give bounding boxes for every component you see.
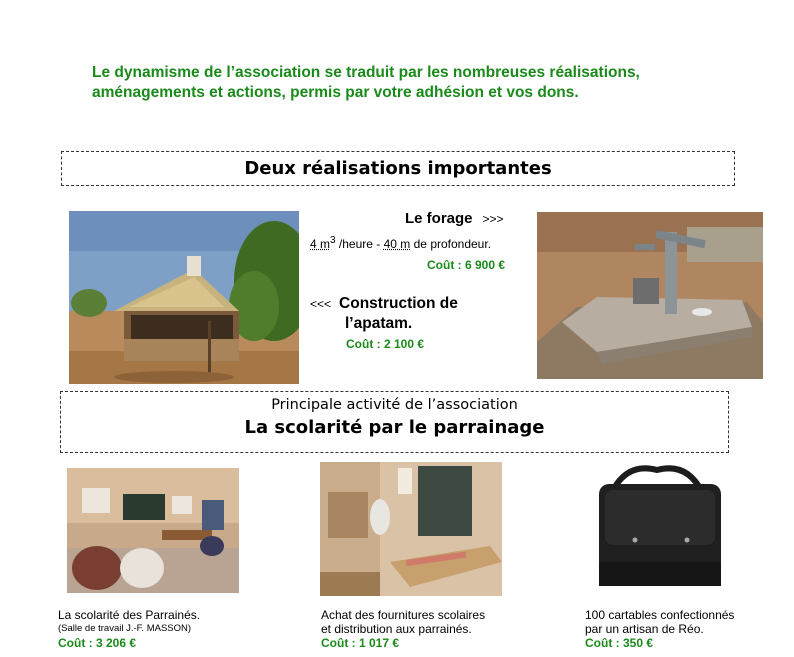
caption-schoolbag-cost: Coût : 350 € xyxy=(585,636,654,650)
classroom-photo xyxy=(67,468,239,593)
caption-supplies-line-2: et distribution aux parrainés. xyxy=(321,622,472,636)
caption-schoolbag-line-1: 100 cartables confectionnés xyxy=(585,608,735,622)
intro-line-1: Le dynamisme de l’association se traduit par les nombreuses réalisations, xyxy=(92,64,640,81)
activity-subtitle: Principale activité de l’association xyxy=(271,397,518,413)
caption-schoolbag xyxy=(585,608,734,650)
flow-value: 4 m xyxy=(310,237,331,251)
section-title-box xyxy=(61,151,735,186)
apatam-cost: Coût : 2 100 € xyxy=(346,337,425,351)
activity-box xyxy=(60,391,729,453)
caption-supplies xyxy=(321,608,485,650)
forage-specs xyxy=(310,235,491,251)
caption-schoolbag-line-2: par un artisan de Réo. xyxy=(585,622,704,636)
section-title: Deux réalisations importantes xyxy=(244,158,552,179)
caption-classroom xyxy=(58,608,200,650)
activity-title: La scolarité par le parrainage xyxy=(244,417,545,438)
apatam-title-line-2: l’apatam. xyxy=(345,315,413,332)
intro-line-2: aménagements et actions, permis par votre adhésion et vos dons. xyxy=(92,84,579,101)
forage-photo xyxy=(537,212,763,379)
apatam-arrow: <<< xyxy=(310,297,332,311)
forage-title xyxy=(405,210,504,227)
depth-value: 40 m xyxy=(383,237,411,251)
forage-arrow: >>> xyxy=(482,212,504,226)
caption-classroom-cost: Coût : 3 206 € xyxy=(58,636,137,650)
apatam-title-1: Construction de xyxy=(339,295,458,312)
caption-classroom-line-2: (Salle de travail J.-F. MASSON) xyxy=(58,623,192,634)
caption-classroom-line-1: La scolarité des Parrainés. xyxy=(58,608,201,622)
forage-cost: Coût : 6 900 € xyxy=(427,258,506,272)
apatam-photo xyxy=(69,211,299,384)
caption-supplies-cost: Coût : 1 017 € xyxy=(321,636,400,650)
flow-exponent: 3 xyxy=(330,235,336,246)
depth-suffix: de profondeur. xyxy=(410,237,492,251)
schoolbag-photo xyxy=(587,462,727,598)
supplies-photo xyxy=(320,462,502,596)
caption-supplies-line-1: Achat des fournitures scolaires xyxy=(321,608,486,622)
forage-title-text: Le forage xyxy=(405,210,473,227)
apatam-title-line-1 xyxy=(310,295,458,313)
flow-unit: /heure - xyxy=(335,237,384,251)
intro-paragraph xyxy=(92,63,732,103)
